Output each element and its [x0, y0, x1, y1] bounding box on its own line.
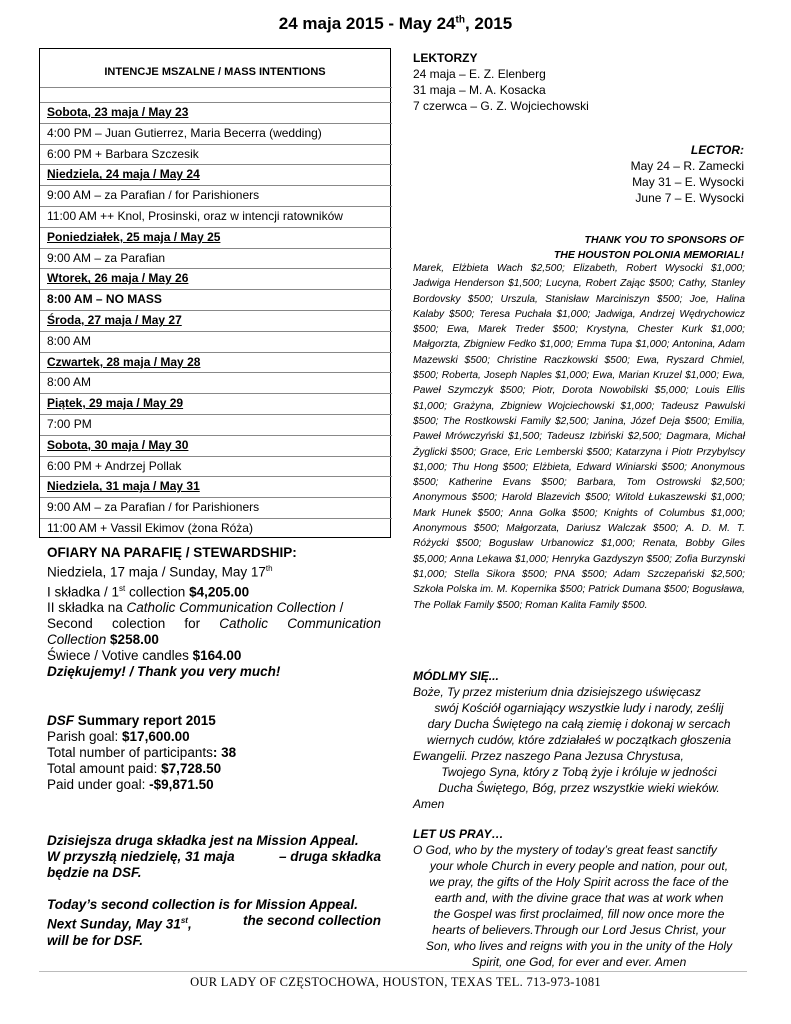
thank-you-line: Dziękujemy! / Thank you very much! [47, 664, 281, 679]
mass-intentions-divider [40, 331, 392, 332]
mass-day-heading: Sobota, 23 maja / May 23 [47, 105, 189, 119]
stewardship-section [47, 545, 381, 680]
votive-candles: Świece / Votive candles $164.00 [47, 648, 242, 663]
dsf-participants: Total number of participants: 38 [47, 745, 237, 760]
dsf-total-paid: Total amount paid: $7,728.50 [47, 761, 222, 776]
first-collection: I składka / 1st collection $4,205.00 [47, 583, 250, 599]
mass-intentions-divider [40, 414, 392, 415]
mass-intentions-divider [40, 372, 392, 373]
stewardship-heading: OFIARY NA PARAFIĘ / STEWARDSHIP: [47, 545, 297, 560]
mass-intention-entry: 9:00 AM – za Parafian [47, 250, 166, 265]
mass-intention-entry: 9:00 AM – za Parafian / for Parishioners [47, 188, 260, 203]
lector-item: May 31 – E. Wysocki [632, 175, 744, 189]
second-collection-line1: II składka na Catholic Communication Collection / [47, 600, 344, 615]
mass-intentions-divider [40, 289, 392, 290]
page-title: 24 maja 2015 - May 24th, 2015 [278, 14, 513, 33]
mass-intention-entry: 6:00 PM + Andrzej Pollak [47, 458, 182, 473]
mass-intention-entry: 7:00 PM [47, 417, 92, 431]
mass-intentions-heading-divider [40, 87, 392, 88]
mass-intentions-divider [40, 185, 392, 186]
mass-intentions-heading: INTENCJE MSZALNE / MASS INTENTIONS [104, 66, 326, 78]
mass-intention-entry: 11:00 AM + Vassil Ekimov (żona Róża) [47, 521, 253, 535]
mass-intentions-divider [40, 268, 392, 269]
mass-day-heading: Wtorek, 26 maja / May 26 [47, 271, 189, 286]
dsf-paid-under-goal: Paid under goal: -$9,871.50 [47, 777, 214, 792]
mass-intentions-divider [40, 227, 392, 228]
mass-intention-entry: 8:00 AM [47, 375, 92, 390]
mass-day-heading: Niedziela, 24 maja / May 24 [47, 167, 200, 182]
mass-intentions-box [39, 48, 391, 538]
collection-notice [47, 833, 381, 949]
lector-section [631, 142, 744, 206]
lektorzy-heading: LEKTORZY [413, 51, 478, 65]
prayer-en-heading: LET US PRAY… [413, 827, 504, 841]
stewardship-date: Niedziela, 17 maja / Sunday, May 17th [47, 564, 273, 580]
lektorzy-item: 24 maja – E. Z. Elenberg [413, 67, 546, 81]
mass-intentions-divider [40, 393, 392, 394]
dsf-heading: DSF Summary report 2015 [47, 713, 216, 728]
mass-day-heading: Piątek, 29 maja / May 29 [47, 396, 184, 411]
mass-intention-entry: 11:00 AM ++ Knol, Prosinski, oraz w intencji ratowników [47, 209, 343, 223]
second-collection-line3: Collection $258.00 [47, 632, 159, 647]
mass-intentions-divider [40, 102, 392, 103]
prayer-en-text: O God, who by the mystery of today’s great feast sanctify your whole Church in every people and nation, pour out, we pray, the gifts of the Holy Spirit across the face of the earth and, with the divine grace that was at work when the Gospel was first proclaimed, fill now once more the hearts of believers.Through our Lord Jesus Christ, your Son, who lives and reigns with you in the unity of the Holy Spirit, one God, for ever and ever. Amen [413, 843, 733, 969]
mass-intentions-divider [40, 518, 392, 519]
dsf-summary [47, 713, 236, 793]
notice-en-line1: Today’s second collection is for Mission Appeal. [47, 897, 358, 912]
lector-item: May 24 – R. Zamecki [630, 159, 744, 173]
mass-intentions-divider [40, 310, 392, 311]
lector-item: June 7 – E. Wysocki [635, 191, 744, 205]
sponsors-heading: THANK YOU TO SPONSORS OF THE HOUSTON POLONIA MEMORIAL! [553, 234, 744, 261]
mass-intentions-divider [40, 164, 392, 165]
lektorzy-section [413, 50, 589, 114]
lector-heading: LECTOR: [690, 143, 744, 157]
mass-intention-entry: 9:00 AM – za Parafian / for Parishioners [47, 500, 260, 515]
mass-intention-entry: 8:00 AM – NO MASS [47, 292, 162, 307]
mass-day-heading: Sobota, 30 maja / May 30 [47, 437, 189, 452]
prayer-pl-heading: MÓDLMY SIĘ... [413, 669, 499, 683]
footer-divider [39, 971, 747, 972]
mass-day-heading: Czwartek, 28 maja / May 28 [47, 354, 201, 369]
lektorzy-item: 7 czerwca – G. Z. Wojciechowski [413, 99, 589, 113]
prayer-pl-text: Boże, Ty przez misterium dnia dzisiejszego uświęcasz swój Kościół ogarniający wszystkie ludy i narody, ześlij dary Ducha Świętego na całą ziemię i dokonaj w sercach wiernych cudów, które zdziałałeś w początkach głoszenia Ewangelii. Przez naszego Pana Jezusa Chrystusa, Twojego Syna, który z Tobą żyje i króluje w jedności Ducha Świętego, Bóg, przez wszystkie wieki wieków. Amen [413, 685, 732, 811]
mass-intentions-divider [40, 435, 392, 436]
mass-day-heading: Środa, 27 maja / May 27 [47, 313, 182, 327]
mass-intentions-divider [40, 248, 392, 249]
mass-intention-entry: 4:00 PM – Juan Gutierrez, Maria Becerra (wedding) [47, 125, 322, 140]
notice-en-line2: Next Sunday, May 31st, the second collection [47, 913, 381, 932]
mass-intentions-divider [40, 123, 392, 124]
mass-day-heading: Poniedziałek, 25 maja / May 25 [47, 229, 221, 244]
mass-intentions-divider [40, 144, 392, 145]
notice-pl-line3: będzie na DSF. [47, 865, 142, 880]
mass-intentions-divider [40, 476, 392, 477]
lektorzy-item: 31 maja – M. A. Kosacka [413, 83, 546, 97]
mass-intentions-divider [40, 497, 392, 498]
footer-text: OUR LADY OF CZĘSTOCHOWA, HOUSTON, TEXAS TEL. 713-973-1081 [190, 975, 601, 989]
mass-intention-entry: 6:00 PM + Barbara Szczesik [47, 146, 199, 161]
mass-intentions-divider [40, 206, 392, 207]
mass-intentions-divider [40, 352, 392, 353]
notice-en-line3: will be for DSF. [47, 932, 144, 948]
second-collection-line2: Second colection for Catholic Communication [47, 616, 381, 631]
mass-intention-entry: 8:00 AM [47, 333, 92, 348]
sponsors-list: Marek, Elżbieta Wach $2,500; Elizabeth, Robert Wysocki $1,000; Jadwiga Henderson $1,500; Lucyna, Robert Zając $500; Cathy, Stanley Bordovsky $500; Urszula, Stanisław Marciniszyn $500; Joe, Halina Kalaby $500; Teresa Puchała $1,000; Jadwiga, Andrzej Wędrychowicz $500; Ewa, Marek Treder $500; Krystyna, Chester Kurk $1,000; Małgorzta, Zbigniew Fedko $1,000; Emma Tupa $1,000; Antonina, Adam Mazewski $500; Christine Raczkowski $500; Ewa, Ryszard Chmiel, $500; Roberta, Joseph Naples $1,000; Ewa, Marian Kruzel $1,000; Ewa, Paweł Szymczyk $500; Piotr, Dorota Nowobilski $5,000; Louis Ellis $1,000; Grażyna, Zbigniew Wojciechowski $1,000; Tadeusz Pawulski $500; The Rostkowski Family $2,500; Janina, Józef Deja $500; Emilia, Paweł Mrówczyński $1,500; Tadeusz Izbiński $2,500; Dagmara, Michał Żyglicki $500; Grace, Eric Lemberski $500; Katarzyna i Piotr Przybylscy $1,000; Thu Hong $500; Elżbieta, Edward Winiarski $500; Anonymous $500; Katherine Evans $500; Barbara, Tom Ostrowski $2,500; Anonymous $500; Harold Blazevich $500; Witold Łukaszewski $1,000; Mark Hunek $500; Anna Golka $500; Knights of Columbus $1,000; Anonymous $500; Małgorzata, Dariusz Walczak $500; A. D. M. T. Różycki $500; Bogusław Urbanowicz $1,000; Renata, Bobby Giles $5,000; Anna Lekawa $1,000; Henryka Gazdyszyn $500; Zofia Burzynski $1,000; Stella Sikora $500; PNA $500; Adam Szczepański $2,500; Szkoła Polska im. M. Kopernika $500; Patrick Dumana $500; Bogusława, The Pollak Family $500; Roman Kalita Family $500. [413, 263, 745, 611]
notice-pl-line1: Dzisiejsza druga składka jest na Mission Appeal. [47, 833, 359, 848]
notice-pl-line2: W przyszłą niedzielę, 31 maja – druga składka [47, 849, 381, 864]
dsf-parish-goal: Parish goal: $17,600.00 [47, 729, 190, 744]
mass-intentions-divider [40, 456, 392, 457]
mass-day-heading: Niedziela, 31 maja / May 31 [47, 479, 200, 494]
